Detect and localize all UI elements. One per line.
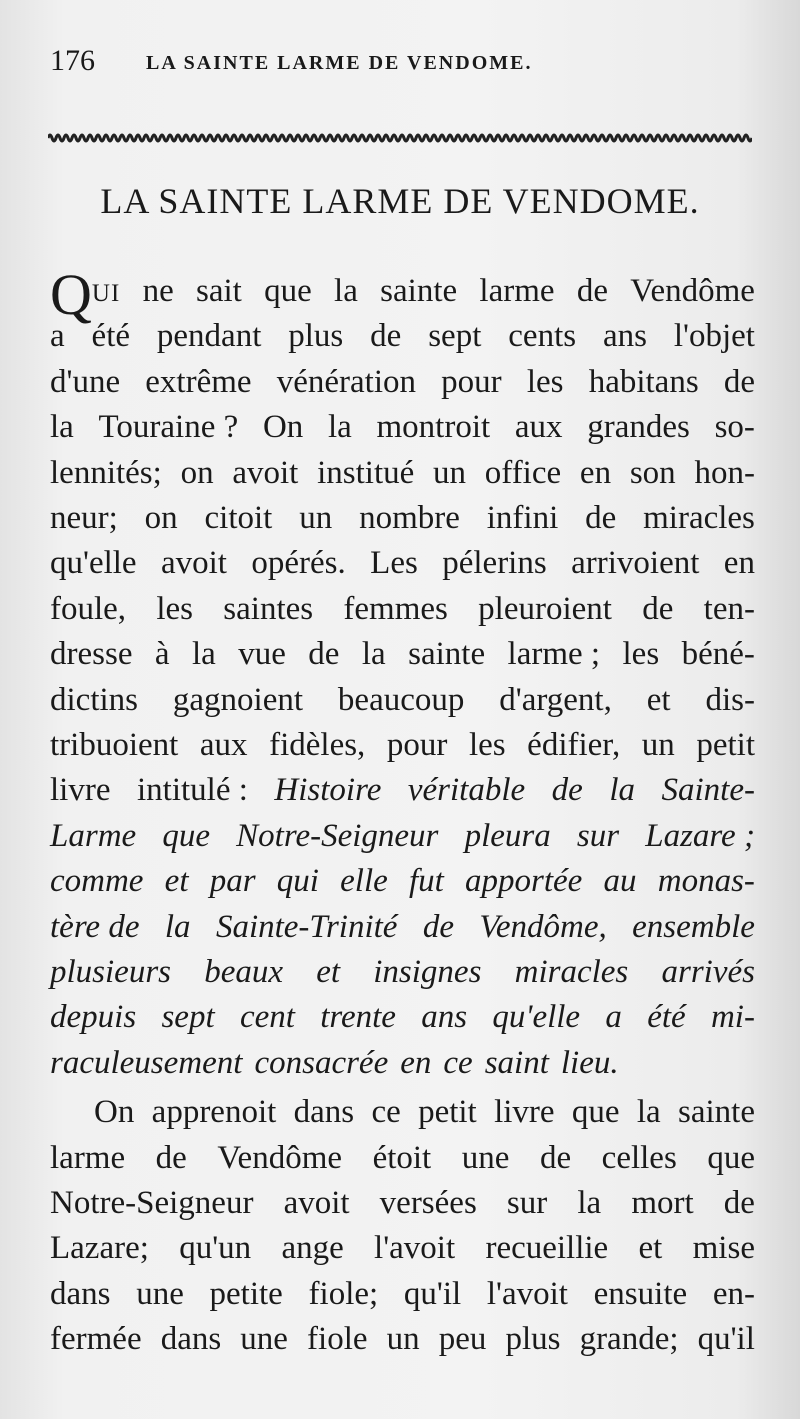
word: sur — [506, 1185, 548, 1221]
wavy-rule-ornament — [48, 128, 752, 148]
word: saint — [484, 1044, 549, 1081]
word: la — [334, 273, 358, 309]
word: au — [603, 863, 637, 900]
word: avoit — [232, 454, 299, 491]
word: et — [316, 954, 341, 990]
word: grande; — [579, 1321, 679, 1358]
word: un — [299, 500, 333, 536]
word: la — [577, 1185, 602, 1221]
word: office — [484, 454, 562, 491]
word: une — [240, 1321, 288, 1358]
text-line — [50, 586, 755, 632]
text-line — [50, 677, 755, 723]
running-title: LA SAINTE LARME DE VENDOME. — [146, 52, 533, 74]
word: vénération — [276, 363, 416, 400]
word: tribuoient — [50, 727, 179, 763]
word: d'argent, — [499, 681, 612, 718]
word: dans — [50, 1275, 111, 1312]
word: un — [433, 454, 467, 491]
word: fermée — [50, 1321, 142, 1358]
text-line — [50, 631, 755, 677]
word: hon- — [694, 454, 755, 491]
word: de — [155, 1139, 187, 1176]
word: Vendôme — [630, 273, 755, 309]
word: avoit — [283, 1185, 350, 1221]
word: que — [707, 1139, 755, 1176]
word: la — [327, 409, 352, 446]
text-line — [50, 994, 755, 1040]
word: d'une — [50, 363, 121, 400]
word: de — [576, 273, 608, 309]
drop-cap: Q — [50, 262, 92, 327]
word: et — [164, 863, 189, 900]
word: ans — [421, 999, 468, 1036]
word: sainte — [678, 1094, 755, 1131]
word: peu — [438, 1321, 487, 1358]
word: miracles — [643, 500, 755, 536]
text-line — [50, 262, 755, 327]
word: en — [579, 454, 612, 491]
word: que — [264, 273, 312, 309]
word: On — [262, 409, 304, 446]
word: beaucoup — [337, 681, 465, 718]
word: plus — [505, 1321, 561, 1358]
word: qu'il — [697, 1321, 755, 1358]
word: de — [585, 500, 617, 536]
word: citoit — [204, 500, 273, 536]
word: de — [642, 590, 674, 627]
word: pélerins — [442, 545, 547, 582]
word: foule, — [50, 590, 127, 627]
word: une — [461, 1139, 510, 1176]
text-line — [50, 404, 755, 450]
text-line — [50, 949, 755, 995]
word: à — [154, 636, 170, 673]
word: depuis — [50, 999, 137, 1036]
word: on — [180, 454, 214, 491]
word: celles — [601, 1139, 677, 1176]
word: apportée — [465, 863, 583, 900]
text-line — [50, 313, 755, 359]
word: ensuite — [593, 1275, 688, 1312]
word: une — [136, 1275, 184, 1312]
word: versées — [379, 1185, 477, 1221]
word: de — [723, 363, 755, 400]
word: édifier, — [527, 727, 621, 763]
word: livre — [50, 772, 111, 809]
word: pour — [386, 727, 448, 763]
word: arrivoient — [571, 545, 700, 582]
word: vue — [238, 636, 286, 673]
text-line — [50, 450, 755, 496]
text-line — [50, 1271, 755, 1317]
word: l'avoit — [486, 1275, 568, 1312]
word: de — [308, 636, 340, 673]
word: sait — [196, 273, 242, 309]
word: opérés. — [251, 545, 346, 582]
word: pendant — [156, 318, 262, 355]
word: raculeusement — [50, 1044, 243, 1081]
word: en — [723, 545, 755, 582]
word: petit — [418, 1094, 477, 1131]
word: livre — [494, 1094, 555, 1131]
word: ans — [602, 318, 647, 355]
word: béné- — [681, 636, 755, 673]
word: la — [50, 409, 74, 446]
word: ne — [142, 273, 174, 309]
word: véritable — [407, 772, 526, 809]
word: son — [629, 454, 676, 491]
word: grandes — [587, 409, 690, 446]
word: nombre — [359, 500, 460, 536]
word: fut — [408, 863, 444, 900]
word: QUI — [50, 262, 121, 327]
text-line — [50, 858, 755, 904]
word: lennités; — [50, 454, 162, 491]
word: Histoire — [274, 772, 382, 809]
word: que — [571, 1094, 620, 1131]
word: ensemble — [632, 908, 755, 945]
word: de — [551, 772, 583, 809]
text-line — [50, 722, 755, 768]
text-line — [50, 1180, 755, 1226]
word: l'objet — [673, 318, 755, 355]
text-line — [94, 1089, 755, 1135]
word: les — [156, 590, 194, 627]
word: de — [422, 908, 454, 945]
word: ce — [371, 1094, 401, 1131]
word: recueillie — [485, 1230, 609, 1267]
word: que — [162, 817, 210, 854]
word: Sainte-Trinité — [215, 908, 398, 945]
word: so- — [714, 409, 755, 446]
word: petit — [696, 727, 755, 763]
word: ce — [443, 1044, 473, 1081]
word: mort — [631, 1185, 694, 1221]
chapter-title: LA SAINTE LARME DE VENDOME. — [100, 181, 700, 221]
word: aux — [514, 409, 563, 446]
word: par — [209, 863, 256, 900]
word: qu'un — [179, 1230, 252, 1267]
word: a — [605, 999, 622, 1036]
word: larme — [479, 273, 555, 309]
text-line — [50, 1135, 755, 1181]
word: fiole — [307, 1321, 368, 1358]
word: ange — [281, 1230, 344, 1267]
word: un — [386, 1321, 420, 1358]
word: la — [164, 908, 191, 945]
word: comme — [50, 863, 144, 900]
word: extrême — [145, 363, 252, 400]
word: apprenoit — [151, 1094, 277, 1131]
word: qui — [276, 863, 319, 900]
word: On — [94, 1094, 135, 1131]
word: de — [370, 318, 402, 355]
word: de — [723, 1185, 755, 1221]
word: ten- — [703, 590, 755, 627]
word: qu'il — [403, 1275, 462, 1312]
page-number: 176 — [50, 44, 95, 77]
word: Vendôme — [217, 1139, 343, 1176]
word: pleura — [464, 817, 551, 854]
word: qu'elle — [492, 999, 581, 1036]
word: larme — [50, 1139, 126, 1176]
word: petite — [209, 1275, 283, 1312]
word: sainte — [380, 273, 458, 309]
word: consacrée — [254, 1044, 389, 1081]
word: les — [468, 727, 506, 763]
word: sainte — [408, 636, 486, 673]
word: on — [144, 500, 178, 536]
word: elle — [340, 863, 388, 900]
word: qu'elle — [50, 545, 137, 582]
word: insignes — [373, 954, 482, 990]
word: l'avoit — [374, 1230, 456, 1267]
word: lieu. — [560, 1044, 619, 1081]
word: beaux — [204, 954, 284, 990]
word: aux — [199, 727, 248, 763]
word: été — [91, 318, 131, 355]
word: sept — [428, 318, 482, 355]
word: dictins — [50, 681, 138, 718]
word: Les — [370, 545, 418, 582]
word: les — [526, 363, 564, 400]
text-line — [50, 1316, 755, 1362]
word: avoit — [160, 545, 227, 582]
word: la — [191, 636, 216, 673]
word: sur — [576, 817, 620, 854]
word: fiole; — [308, 1275, 379, 1312]
word: la — [609, 772, 635, 809]
word: Notre-Seigneur — [50, 1185, 254, 1221]
word: saintes — [223, 590, 314, 627]
word: Lazare; — [50, 1230, 149, 1267]
word: arrivés — [661, 954, 755, 990]
text-line — [50, 904, 755, 950]
word: un — [641, 727, 675, 763]
word: Touraine ? — [98, 409, 239, 446]
word: larme ; — [507, 636, 601, 673]
word: mi- — [710, 999, 755, 1036]
text-line — [50, 540, 755, 586]
word: pour — [441, 363, 502, 400]
word: cents — [508, 318, 577, 355]
word: et — [646, 681, 671, 718]
word: étoit — [372, 1139, 432, 1176]
word: Sainte- — [661, 772, 755, 809]
word: Vendôme, — [479, 908, 607, 945]
text-line — [50, 1225, 755, 1271]
word: été — [647, 999, 686, 1036]
word: Notre-Seigneur — [236, 817, 439, 854]
word: en — [400, 1044, 432, 1081]
word: sept — [161, 999, 215, 1036]
word: cent — [239, 999, 295, 1036]
word: plus — [288, 318, 344, 355]
word: infini — [486, 500, 559, 536]
word: de — [539, 1139, 572, 1176]
running-header — [50, 44, 750, 84]
word: Larme — [50, 817, 137, 854]
word: institué — [317, 454, 415, 491]
word: et — [638, 1230, 663, 1267]
word: femmes — [343, 590, 448, 627]
word: trente — [320, 999, 396, 1036]
word: pleuroient — [478, 590, 612, 627]
word: Lazare ; — [645, 817, 755, 854]
word: tère de — [50, 908, 140, 945]
word: gagnoient — [172, 681, 304, 718]
word: a — [50, 318, 65, 355]
word: mise — [692, 1230, 755, 1267]
word: fidèles, — [269, 727, 366, 763]
word: habitans — [588, 363, 699, 400]
word: intitulé : — [136, 772, 248, 809]
word: les — [622, 636, 660, 673]
word: en- — [712, 1275, 755, 1312]
word: la — [636, 1094, 661, 1131]
word: dis- — [705, 681, 755, 718]
text-line — [50, 359, 755, 405]
word: dans — [293, 1094, 355, 1131]
text-line — [50, 495, 755, 541]
word: montroit — [376, 409, 491, 446]
word: neur; — [50, 500, 118, 536]
word: la — [361, 636, 386, 673]
text-line — [50, 767, 755, 813]
text-line — [50, 813, 755, 859]
text-line — [50, 1040, 755, 1086]
word: dresse — [50, 636, 133, 673]
word: dans — [160, 1321, 222, 1358]
word: monas- — [657, 863, 755, 900]
word: miracles — [514, 954, 629, 990]
word: plusieurs — [50, 954, 172, 990]
